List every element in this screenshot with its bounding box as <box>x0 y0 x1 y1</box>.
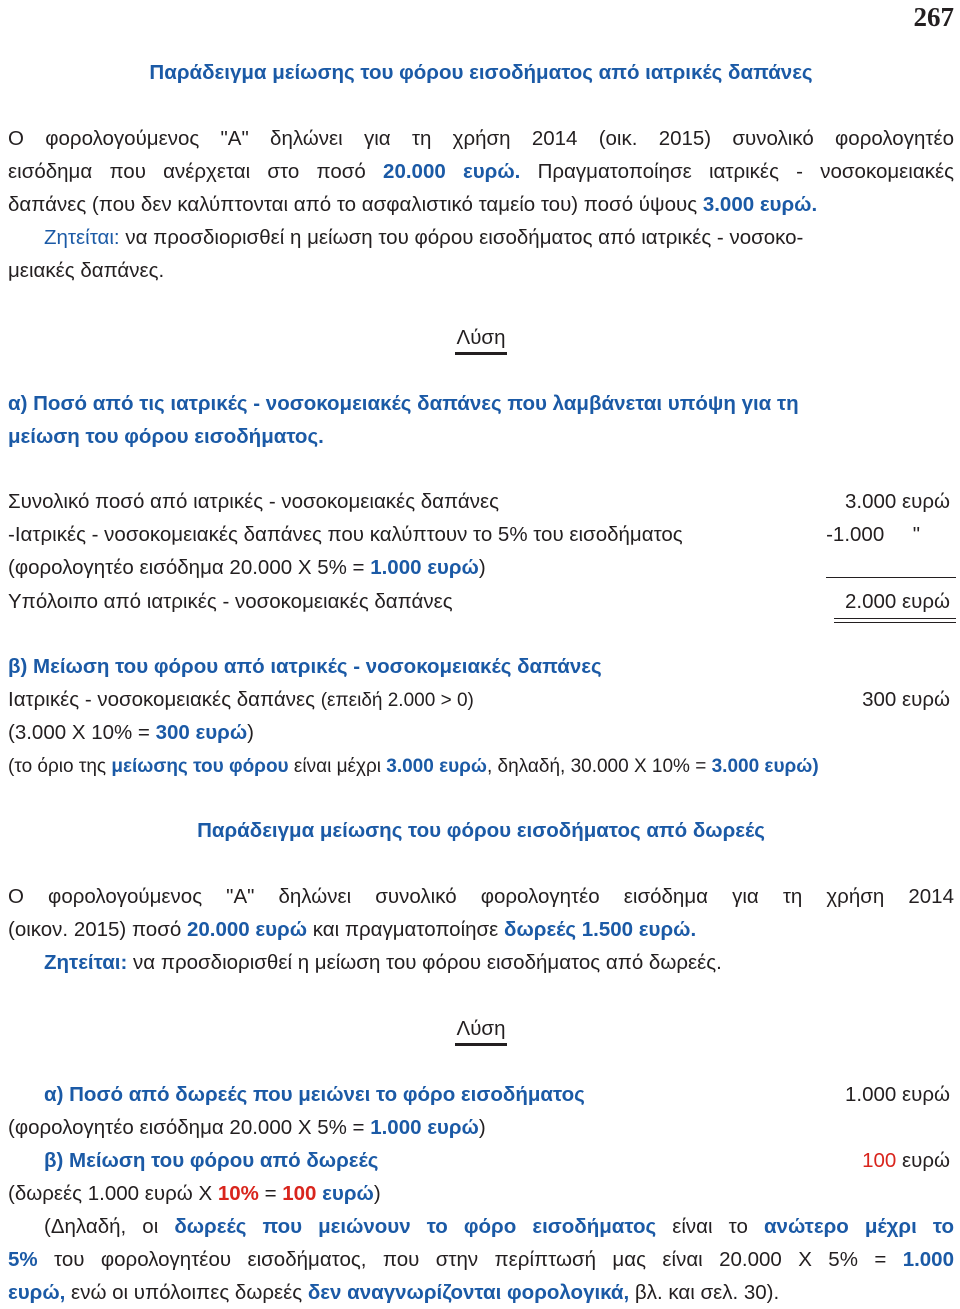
ex1-row-remainder: Υπόλοιπο από ιατρικές - νοσοκομειακές δαπάνες 2.000 ευρώ <box>8 585 954 618</box>
ex2-note-line3: ευρώ, ενώ οι υπόλοιπες δωρεές δεν αναγνωρίζονται φορολογικά, βλ. και σελ. 30). <box>8 1281 780 1304</box>
ex2-solution-heading: Λύση <box>8 1012 954 1046</box>
ex1-part-b-row2: (3.000 Χ 10% = 300 ευρώ) <box>8 721 254 744</box>
example1-title: Παράδειγμα μείωσης του φόρου εισοδήματος από ιατρικές δαπάνες <box>149 61 813 84</box>
ex1-row-deductible-value: -1.000 " <box>826 523 920 546</box>
page-number: 267 <box>913 2 954 32</box>
ex1-row-remainder-value: 2.000 ευρώ <box>844 590 950 613</box>
ex1-part-b-title: β) Μείωση του φόρου από ιατρικές - νοσοκομειακές δαπάνες <box>8 655 602 678</box>
ex1-paragraph-line3: δαπάνες (που δεν καλύπτονται από το ασφαλιστικό ταμείο του) ποσό ύψους 3.000 ευρώ. <box>8 193 818 216</box>
ex1-row-total-value: 3.000 ευρώ <box>844 490 950 513</box>
ex1-row-calc-note: (φορολογητέο εισόδημα 20.000 Χ 5% = 1.000 ευρώ) <box>8 556 486 579</box>
ex1-row-deductible-5pct: -Ιατρικές - νοσοκομειακές δαπάνες που καλύπτουν το 5% του εισοδήματος -1.000 " <box>8 518 954 551</box>
ex2-paragraph-line2: (οικον. 2015) ποσό 20.000 ευρώ και πραγματοποίησε δωρεές 1.500 ευρώ. <box>8 918 697 941</box>
ex2-paragraph-line1: Ο φορολογούμενος "Α" δηλώνει συνολικό φορολογητέο εισόδημα για τη χρήση 2014 <box>8 885 954 908</box>
ex2-note-line1: (Δηλαδή, οι δωρεές που μειώνουν το φόρο εισοδήματος είναι το ανώτερο μέχρι το <box>44 1215 954 1238</box>
ex1-question-line2: μειακές δαπάνες. <box>8 259 165 282</box>
ex2-note-line2: 5% του φορολογητέου εισοδήματος, που στην περίπτωσή μας είναι 20.000 Χ 5% = 1.000 <box>8 1248 954 1271</box>
ex2-part-b-value: 100 ευρώ <box>862 1149 950 1172</box>
ex1-part-a-title-line2: μείωση του φόρου εισοδήματος. <box>8 425 324 448</box>
example2-title: Παράδειγμα μείωσης του φόρου εισοδήματος από δωρεές <box>197 819 765 842</box>
ex1-paragraph-line2: εισόδημα που ανέρχεται στο ποσό 20.000 ευρώ. Πραγματοποίησε ιατρικές - νοσοκομειακές <box>8 160 954 183</box>
subtotal-rule <box>826 577 956 578</box>
ex1-part-b-row1: Ιατρικές - νοσοκομειακές δαπάνες (επειδή 2.000 > 0) 300 ευρώ <box>8 683 954 717</box>
total-double-rule <box>834 618 956 623</box>
ex2-part-b-calc: (δωρεές 1.000 ευρώ Χ 10% = 100 ευρώ) <box>8 1182 381 1205</box>
ex1-part-a-title-line1: α) Ποσό από τις ιατρικές - νοσοκομειακές δαπάνες που λαμβάνεται υπόψη για τη <box>8 392 799 415</box>
ex2-question: Ζητείται: να προσδιορισθεί η μείωση του φόρου εισοδήματος από δωρεές. <box>44 951 722 974</box>
ex1-paragraph-line1: Ο φορολογούμενος "Α" δηλώνει για τη χρήση 2014 (οικ. 2015) συνολικό φορολογητέο <box>8 127 954 150</box>
ex1-question-line1: Ζητείται: να προσδιορισθεί η μείωση του φόρου εισοδήματος από ιατρικές - νοσοκο- <box>44 226 804 249</box>
ex1-row-total-expenses: Συνολικό ποσό από ιατρικές - νοσοκομειακές δαπάνες 3.000 ευρώ <box>8 485 954 518</box>
ex1-part-b-limit-note: (το όριο της μείωσης του φόρου είναι μέχρι 3.000 ευρώ, δηλαδή, 30.000 Χ 10% = 3.000 ευρώ) <box>8 756 819 777</box>
ex2-part-b-row: β) Μείωση του φόρου από δωρεές 100 ευρώ <box>8 1144 954 1177</box>
ex2-part-a-calc: (φορολογητέο εισόδημα 20.000 Χ 5% = 1.000 ευρώ) <box>8 1116 486 1139</box>
ex2-part-a-value: 1.000 ευρώ <box>844 1083 950 1106</box>
ex2-part-a-row: α) Ποσό από δωρεές που μειώνει το φόρο εισοδήματος 1.000 ευρώ <box>8 1078 954 1111</box>
ex1-part-b-value: 300 ευρώ <box>862 688 950 711</box>
ex1-solution-heading: Λύση <box>8 321 954 355</box>
